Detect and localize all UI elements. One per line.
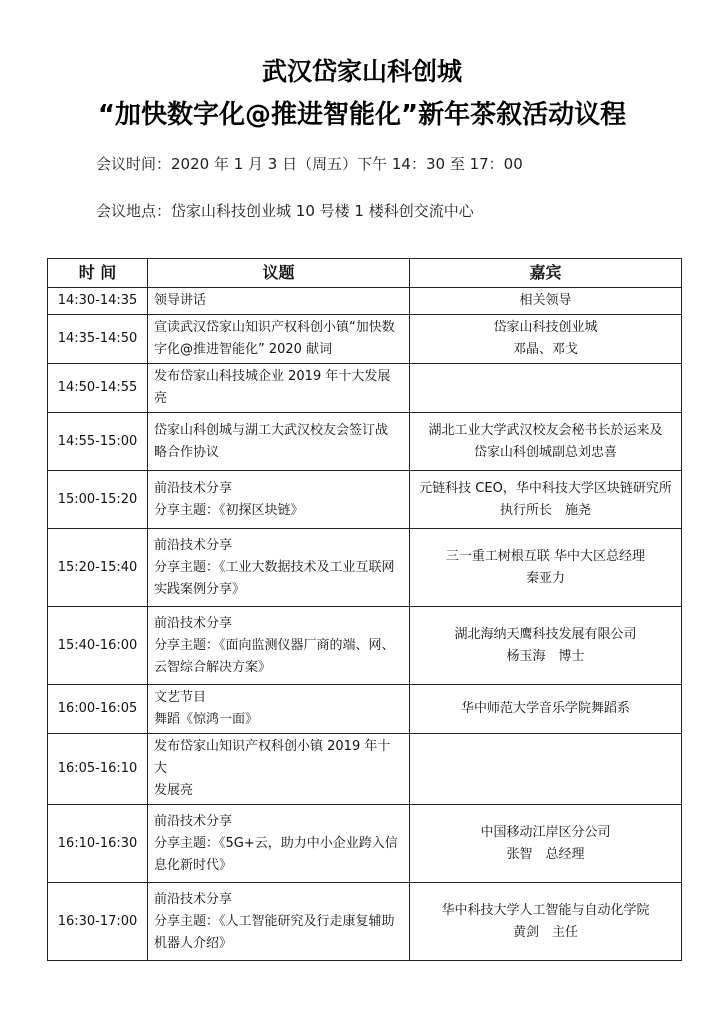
guest-line: 邓晶、邓戈 — [512, 342, 578, 357]
topic-line: 前沿技术分享 — [154, 813, 233, 829]
row-topic — [148, 883, 410, 961]
guest-line: 元链科技 CEO，华中科技大学区块链研究所 — [419, 480, 672, 496]
table-row — [48, 315, 682, 364]
table-row — [48, 883, 682, 961]
guest-line: 岱家山科创城副总刘忠喜 — [473, 444, 617, 460]
row-guest — [410, 734, 682, 805]
meeting-place: 会议地点：岱家山科技创业城 10 号楼 1 楼科创交流中心 — [96, 202, 474, 220]
row-guest — [410, 364, 682, 413]
topic-line: 机器人介绍》 — [154, 935, 233, 951]
column-header-guest: 嘉宾 — [410, 259, 682, 288]
guest-line: 张智 总经理 — [506, 846, 585, 862]
guest-line: 黄剑 主任 — [512, 924, 578, 940]
row-topic — [148, 413, 410, 471]
table-row — [48, 607, 682, 685]
row-time: 15:40-16:00 — [48, 607, 148, 685]
guest-line: 秦亚力 — [525, 570, 565, 586]
row-topic — [148, 734, 410, 805]
row-topic — [148, 529, 410, 607]
row-topic — [148, 315, 410, 364]
guest-line: 相关领导 — [519, 293, 572, 308]
guest-line: 华中师范大学音乐学院舞蹈系 — [460, 701, 630, 716]
guest-line: 湖北海纳天鹰科技发展有限公司 — [454, 626, 637, 642]
topic-line: 发布岱家山科技城企业 2019 年十大发展亮 — [154, 369, 391, 406]
agenda-body — [48, 288, 682, 961]
table-row — [48, 805, 682, 883]
row-topic — [148, 685, 410, 734]
topic-line: 前沿技术分享 — [154, 615, 233, 631]
row-time: 14:35-14:50 — [48, 315, 148, 364]
row-time: 15:00-15:20 — [48, 471, 148, 529]
guest-line: 杨玉海 博士 — [506, 648, 585, 664]
guest-line: 执行所长 施尧 — [499, 502, 591, 518]
topic-line: 前沿技术分享 — [154, 891, 233, 907]
guest-line: 华中科技大学人工智能与自动化学院 — [441, 902, 650, 918]
topic-line: 舞蹈《惊鸿一面》 — [154, 712, 259, 727]
row-time: 14:55-15:00 — [48, 413, 148, 471]
topic-line: 文艺节目 — [154, 690, 207, 705]
row-time: 14:30-14:35 — [48, 288, 148, 315]
row-topic — [148, 471, 410, 529]
row-time: 16:30-17:00 — [48, 883, 148, 961]
column-header-time: 时 间 — [48, 259, 148, 288]
topic-line: 前沿技术分享 — [154, 480, 233, 496]
row-guest — [410, 607, 682, 685]
agenda-table — [47, 258, 682, 961]
topic-line: 息化新时代》 — [154, 857, 233, 873]
row-guest — [410, 413, 682, 471]
row-time: 14:50-14:55 — [48, 364, 148, 413]
row-guest — [410, 315, 682, 364]
topic-line: 字化@推进智能化” 2020 献词 — [154, 342, 333, 357]
row-time: 16:00-16:05 — [48, 685, 148, 734]
topic-line: 分享主题：《面向监测仪器厂商的端、网、 — [154, 637, 395, 653]
row-guest — [410, 883, 682, 961]
topic-line: 发布岱家山知识产权科创小镇 2019 年十大 — [154, 739, 391, 776]
guest-line: 三一重工树根互联 华中大区总经理 — [445, 548, 646, 564]
row-topic — [148, 288, 410, 315]
row-time: 16:10-16:30 — [48, 805, 148, 883]
table-row — [48, 288, 682, 315]
table-row — [48, 364, 682, 413]
topic-line: 分享主题：《人工智能研究及行走康复辅助 — [154, 913, 395, 929]
topic-line: 分享主题：《初探区块链》 — [154, 502, 304, 518]
meeting-time: 会议时间：2020 年 1 月 3 日（周五）下午 14：30 至 17：00 — [96, 155, 523, 173]
topic-line: 发展亮 — [154, 783, 194, 798]
row-time: 15:20-15:40 — [48, 529, 148, 607]
row-topic — [148, 607, 410, 685]
topic-line: 略合作协议 — [154, 444, 220, 460]
topic-line: 岱家山科创城与湖工大武汉校友会签订战 — [154, 422, 389, 438]
table-row — [48, 529, 682, 607]
column-header-topic: 议题 — [148, 259, 410, 288]
row-topic — [148, 364, 410, 413]
topic-line: 宣读武汉岱家山知识产权科创小镇“加快数 — [154, 320, 395, 335]
row-time: 16:05-16:10 — [48, 734, 148, 805]
topic-line: 实践案例分享》 — [154, 581, 246, 597]
table-row — [48, 413, 682, 471]
topic-line: 前沿技术分享 — [154, 537, 233, 553]
row-guest — [410, 288, 682, 315]
page-subtitle: “加快数字化@推进智能化”新年茶叙活动议程 — [97, 100, 627, 130]
topic-line: 领导讲话 — [154, 293, 207, 308]
row-guest — [410, 529, 682, 607]
table-header-row — [48, 259, 682, 288]
guest-line: 岱家山科技创业城 — [493, 320, 598, 335]
row-guest — [410, 471, 682, 529]
table-row — [48, 471, 682, 529]
table-row — [48, 685, 682, 734]
row-guest — [410, 685, 682, 734]
topic-line: 云智综合解决方案》 — [154, 659, 272, 675]
row-guest — [410, 805, 682, 883]
topic-line: 分享主题：《5G+云，助力中小企业跨入信 — [154, 835, 398, 851]
topic-line: 分享主题：《工业大数据技术及工业互联网 — [154, 559, 395, 575]
guest-line: 中国移动江岸区分公司 — [480, 824, 611, 840]
page-title: 武汉岱家山科创城 — [261, 57, 462, 86]
table-row — [48, 734, 682, 805]
row-topic — [148, 805, 410, 883]
guest-line: 湖北工业大学武汉校友会秘书长於运来及 — [428, 422, 663, 438]
